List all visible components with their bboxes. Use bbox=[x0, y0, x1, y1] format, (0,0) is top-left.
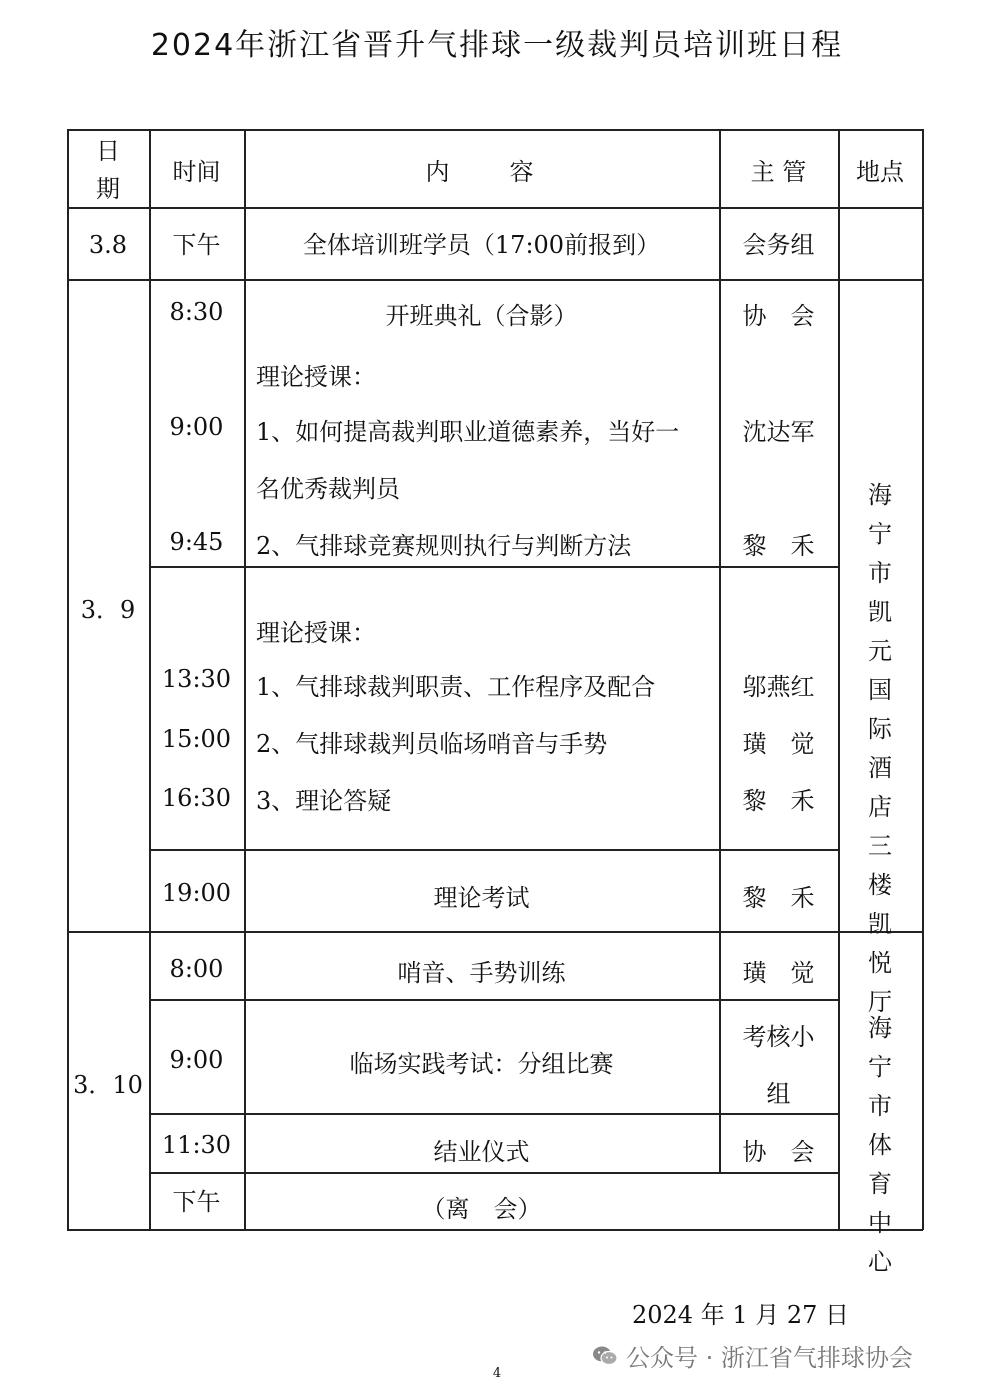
table-row-divider bbox=[67, 279, 923, 281]
table-row-divider bbox=[149, 1172, 838, 1174]
row-content: 理论考试 bbox=[433, 884, 530, 912]
row-time: 下午 bbox=[172, 1188, 221, 1216]
header-date: 日期 bbox=[96, 137, 120, 203]
header-content: 内 容 bbox=[425, 158, 538, 186]
row-content: 理论授课： bbox=[256, 619, 376, 647]
watermark-text: 公众号 · 浙江省气排球协会 bbox=[626, 1344, 913, 1372]
row-content: 1、气排球裁判职责、工作程序及配合 bbox=[256, 673, 656, 701]
row-manager: 协 会 bbox=[742, 302, 815, 330]
row-content: （离 会） bbox=[421, 1195, 542, 1223]
row-time: 下午 bbox=[172, 231, 221, 259]
issue-date: 2024 年 1 月 27 日 bbox=[632, 1301, 850, 1329]
row-time: 16:30 bbox=[161, 784, 232, 812]
row-time: 9:00 bbox=[169, 1046, 224, 1074]
row-time: 15:00 bbox=[161, 725, 232, 753]
row-content: 1、如何提高裁判职业道德素养，当好一 bbox=[256, 418, 680, 446]
table-row-divider bbox=[149, 1113, 838, 1115]
table-col-divider bbox=[838, 129, 840, 1230]
table-border-bottom bbox=[67, 1229, 923, 1231]
row-content: 全体培训班学员（17:00前报到） bbox=[302, 231, 661, 259]
row-manager: 会务组 bbox=[742, 231, 815, 259]
row-time: 13:30 bbox=[161, 665, 232, 693]
row-manager: 黎 禾 bbox=[742, 532, 815, 560]
row-time: 8:00 bbox=[169, 955, 224, 983]
table-border-top bbox=[67, 129, 923, 131]
row-content: 结业仪式 bbox=[433, 1138, 530, 1166]
header-manager: 主 管 bbox=[750, 158, 807, 186]
table-col-divider bbox=[719, 129, 721, 1172]
row-manager: 黎 禾 bbox=[742, 787, 815, 815]
table-row-divider bbox=[149, 849, 838, 851]
row-manager: 协 会 bbox=[742, 1138, 815, 1166]
table-row-divider bbox=[149, 999, 838, 1001]
row-place: 海宁市凯元国际酒店三楼凯悦厅 bbox=[868, 481, 892, 1016]
row-content: 临场实践考试：分组比赛 bbox=[349, 1050, 614, 1078]
table-border-right bbox=[922, 129, 924, 1230]
row-time: 9:45 bbox=[169, 528, 224, 556]
row-place: 海宁市体育中心 bbox=[868, 1014, 892, 1276]
row-content: 2、气排球竞赛规则执行与判断方法 bbox=[256, 532, 632, 560]
table-border-left bbox=[67, 129, 69, 1230]
row-content: 开班典礼（合影） bbox=[385, 302, 578, 330]
table-row-divider bbox=[67, 931, 923, 933]
row-date: 3．10 bbox=[73, 1071, 143, 1099]
row-time: 11:30 bbox=[161, 1131, 232, 1159]
row-manager: 黎 禾 bbox=[742, 884, 815, 912]
table-row-divider bbox=[149, 566, 838, 568]
row-content: 理论授课： bbox=[256, 363, 376, 391]
row-manager: 组 bbox=[766, 1080, 791, 1108]
row-content: 3、理论答疑 bbox=[256, 787, 392, 815]
row-manager: 璜 觉 bbox=[742, 959, 815, 987]
row-content: 2、气排球裁判员临场哨音与手势 bbox=[256, 730, 608, 758]
row-manager: 考核小 bbox=[742, 1023, 815, 1051]
row-time: 19:00 bbox=[161, 879, 232, 907]
table-row-divider bbox=[67, 207, 923, 209]
row-date: 3.8 bbox=[88, 231, 128, 259]
page-title: 2024年浙江省晋升气排球一级裁判员培训班日程 bbox=[150, 28, 844, 63]
row-content: 名优秀裁判员 bbox=[256, 475, 400, 503]
wechat-icon bbox=[592, 1345, 618, 1367]
row-manager: 沈达军 bbox=[742, 418, 815, 446]
row-time: 9:00 bbox=[169, 413, 224, 441]
header-place: 地点 bbox=[856, 158, 904, 186]
row-manager: 璜 觉 bbox=[742, 730, 815, 758]
row-content: 哨音、手势训练 bbox=[397, 959, 566, 987]
page-number: 4 bbox=[492, 1366, 502, 1381]
row-manager: 邬燕红 bbox=[742, 673, 815, 701]
header-time: 时间 bbox=[172, 158, 221, 186]
row-date: 3．9 bbox=[80, 596, 136, 624]
row-time: 8:30 bbox=[169, 298, 224, 326]
